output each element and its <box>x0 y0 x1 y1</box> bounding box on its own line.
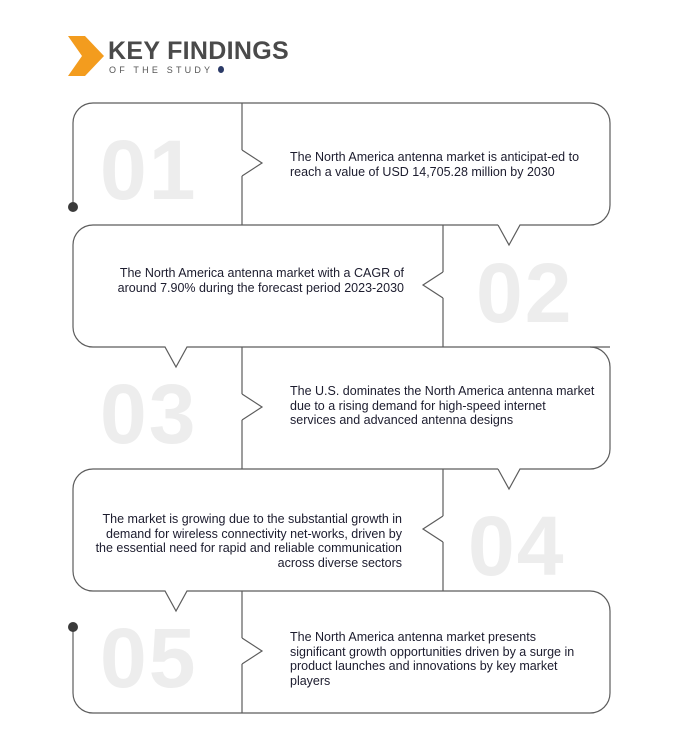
start-dot-icon <box>68 202 78 212</box>
finding-2-number: 02 <box>476 246 574 340</box>
finding-5-number: 05 <box>100 611 198 705</box>
finding-1-text: The North America antenna market is anticipat-ed to reach a value of USD 14,705.28 million by 2030 <box>290 150 580 179</box>
finding-4-text: The market is growing due to the substantial growth in demand for wireless connectivity net-works, driven by the essential need for rapid and reliable communication across diverse sectors <box>95 512 402 570</box>
finding-2-text: The North America antenna market with a CAGR of around 7.90% during the forecast period 2023-2030 <box>117 266 404 295</box>
finding-5-text: The North America antenna market presents significant growth opportunities driven by a surge in product launches and innovations by key market players <box>290 630 575 688</box>
page-subtitle: OF THE STUDY <box>109 65 214 75</box>
page-title: KEY FINDINGS <box>108 37 289 65</box>
finding-3-text: The U.S. dominates the North America antenna market due to a rising demand for high-speed internet services and advanced antenna designs <box>290 384 595 427</box>
finding-4-number: 04 <box>468 499 566 593</box>
end-dot-icon <box>68 622 78 632</box>
finding-1-number: 01 <box>100 123 198 217</box>
finding-3-number: 03 <box>100 367 198 461</box>
